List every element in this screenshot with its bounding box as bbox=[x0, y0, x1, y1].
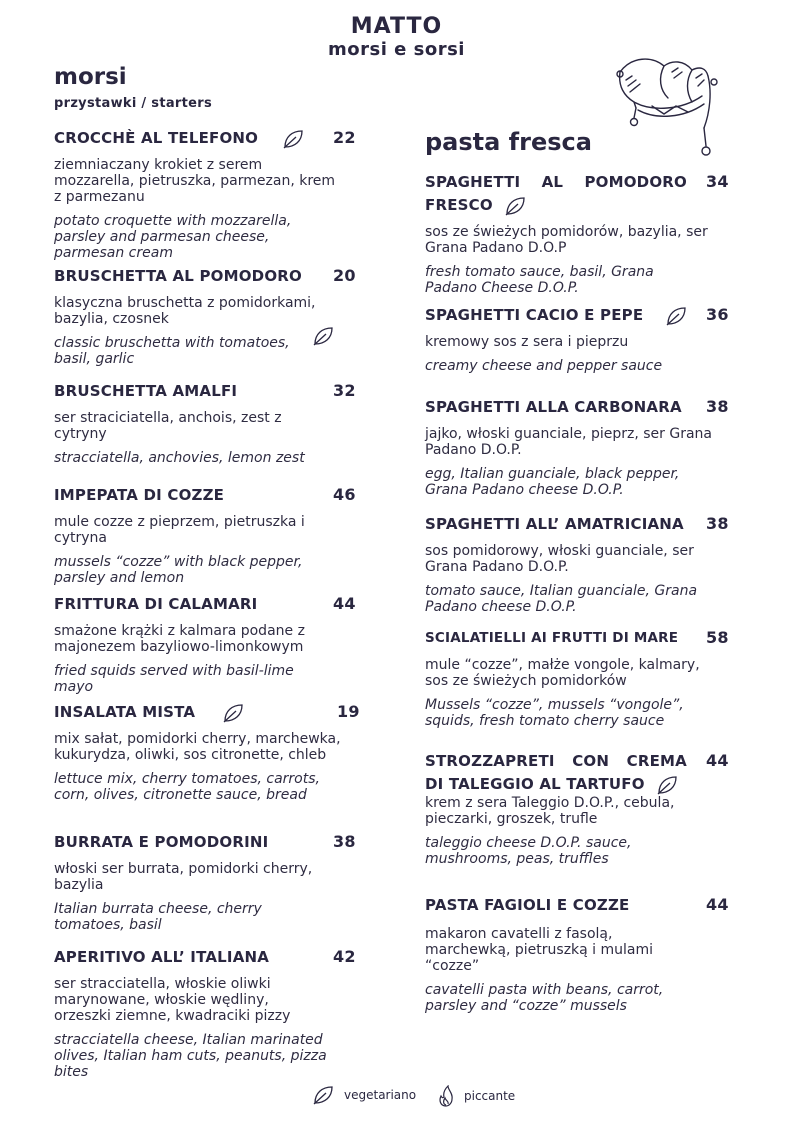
leaf-icon bbox=[312, 1085, 334, 1105]
item-description-en: fresh tomato sauce, basil, Grana Padano Cheese D.O.P. bbox=[425, 264, 654, 296]
item-price: 44 bbox=[333, 594, 356, 613]
legend-spicy bbox=[438, 1085, 515, 1107]
item-name-line-1: STROZZAPRETI CON CREMA bbox=[425, 752, 687, 770]
item-price: 46 bbox=[333, 485, 356, 504]
leaf-icon bbox=[222, 703, 244, 723]
menu-item-aperitivo-all-italiana bbox=[54, 946, 354, 1080]
item-name: INSALATA MISTA bbox=[54, 703, 196, 721]
item-description-en: taleggio cheese D.O.P. sauce, mushrooms, peas, truffles bbox=[425, 835, 632, 867]
menu-item-spaghetti-al-pomodoro bbox=[425, 171, 730, 296]
item-name-line-2: DI TALEGGIO AL TARTUFO bbox=[425, 775, 645, 793]
item-description-en: stracciatella, anchovies, lemon zest bbox=[54, 450, 305, 466]
item-price: 58 bbox=[706, 628, 729, 647]
menu-item-insalata-mista bbox=[54, 701, 360, 803]
item-price: 34 bbox=[706, 172, 729, 191]
item-description-en: egg, Italian guanciale, black pepper, Grana Padano cheese D.O.P. bbox=[425, 466, 680, 498]
item-description-pl: klasyczna bruschetta z pomidorkami, bazylia, czosnek bbox=[54, 295, 316, 327]
jester-hat-illustration bbox=[612, 52, 722, 166]
section-title-pasta-fresca: pasta fresca bbox=[425, 128, 592, 156]
item-description-pl: sos ze świeżych pomidorów, bazylia, ser Grana Padano D.O.P bbox=[425, 224, 708, 256]
leaf-icon bbox=[504, 196, 526, 216]
menu-item-bruschetta-pomodoro bbox=[54, 265, 354, 367]
item-name-line-2: FRESCO bbox=[425, 196, 493, 214]
item-price: 22 bbox=[333, 128, 356, 147]
item-description-en: stracciatella cheese, Italian marinated olives, Italian ham cuts, peanuts, pizza bites bbox=[54, 1032, 327, 1080]
menu-item-scialatielli-ai-frutti-di-mare bbox=[425, 627, 730, 729]
item-price: 20 bbox=[333, 266, 356, 285]
legend-vegetarian-label: vegetariano bbox=[344, 1088, 417, 1102]
restaurant-name: MATTO bbox=[350, 14, 443, 39]
item-price: 38 bbox=[706, 514, 729, 533]
item-description-pl: ziemniaczany krokiet z serem mozzarella, pietruszka, parmezan, krem z parmezanu bbox=[54, 157, 336, 205]
item-name: PASTA FAGIOLI E COZZE bbox=[425, 896, 630, 914]
item-description-pl: mule cozze z pieprzem, pietruszka i cytryna bbox=[54, 514, 305, 546]
item-price: 38 bbox=[706, 397, 729, 416]
item-name-line-1: SPAGHETTI AL POMODORO bbox=[425, 173, 687, 191]
menu-item-spaghetti-cacio-e-pepe bbox=[425, 304, 730, 374]
item-description-pl: makaron cavatelli z fasolą, marchewką, pietruszką i mulami “cozze” bbox=[425, 926, 654, 974]
item-name: SCIALATIELLI AI FRUTTI DI MARE bbox=[425, 630, 679, 646]
legend-vegetarian bbox=[312, 1085, 416, 1105]
item-name: CROCCHÈ AL TELEFONO bbox=[54, 129, 259, 147]
item-description-pl: sos pomidorowy, włoski guanciale, ser Grana Padano D.O.P. bbox=[425, 543, 694, 575]
menu-item-spaghetti-all-amatriciana bbox=[425, 513, 730, 615]
item-description-pl: ser straciciatella, anchois, zest z cytryny bbox=[54, 410, 282, 442]
item-price: 38 bbox=[333, 832, 356, 851]
item-description-en: creamy cheese and pepper sauce bbox=[425, 358, 663, 374]
item-description-pl: smażone krążki z kalmara podane z majonezem bazyliowo-limonkowym bbox=[54, 623, 305, 655]
item-price: 32 bbox=[333, 381, 356, 400]
item-description-en: classic bruschetta with tomatoes, basil, garlic bbox=[54, 335, 290, 367]
item-description-pl: krem z sera Taleggio D.O.P., cebula, pieczarki, groszek, trufle bbox=[425, 795, 675, 827]
item-name: SPAGHETTI CACIO E PEPE bbox=[425, 306, 644, 324]
menu-item-spaghetti-alla-carbonara bbox=[425, 396, 730, 498]
item-name: BRUSCHETTA AMALFI bbox=[54, 382, 238, 400]
item-description-en: tomato sauce, Italian guanciale, Grana Padano cheese D.O.P. bbox=[425, 583, 698, 615]
item-description-pl: mix sałat, pomidorki cherry, marchewka, kukurydza, oliwki, sos citronette, chleb bbox=[54, 731, 341, 763]
item-name: BURRATA E POMODORINI bbox=[54, 833, 269, 851]
menu-item-frittura-di-calamari bbox=[54, 593, 354, 695]
item-price: 19 bbox=[337, 702, 360, 721]
item-name: FRITTURA DI CALAMARI bbox=[54, 595, 258, 613]
item-price: 36 bbox=[706, 305, 729, 324]
menu-item-bruschetta-amalfi bbox=[54, 380, 354, 466]
leaf-icon bbox=[282, 129, 304, 149]
flame-icon bbox=[438, 1085, 454, 1107]
leaf-icon bbox=[312, 326, 334, 346]
item-description-en: cavatelli pasta with beans, carrot, parsley and “cozze” mussels bbox=[425, 982, 664, 1014]
leaf-icon bbox=[656, 775, 678, 795]
item-description-en: lettuce mix, cherry tomatoes, carrots, corn, olives, citronette sauce, bread bbox=[54, 771, 320, 803]
item-description-pl: ser stracciatella, włoskie oliwki marynowane, włoskie wędliny, orzeszki ziemne, kwadraciki pizzy bbox=[54, 976, 291, 1024]
item-description-pl: jajko, włoski guanciale, pieprz, ser Grana Padano D.O.P. bbox=[425, 426, 712, 458]
menu-item-pasta-fagioli-e-cozze bbox=[425, 894, 730, 1014]
item-price: 44 bbox=[706, 751, 729, 770]
section-title-morsi: morsi bbox=[54, 64, 127, 90]
item-price: 42 bbox=[333, 947, 356, 966]
menu-item-crocche bbox=[54, 127, 354, 261]
item-description-en: Mussels “cozze”, mussels “vongole”, squids, fresh tomato cherry sauce bbox=[425, 697, 684, 729]
legend-spicy-label: piccante bbox=[464, 1089, 516, 1103]
item-description-pl: kremowy sos z sera i pieprzu bbox=[425, 334, 629, 350]
item-description-pl: włoski ser burrata, pomidorki cherry, bazylia bbox=[54, 861, 313, 893]
item-description-en: fried squids served with basil-lime mayo bbox=[54, 663, 294, 695]
item-name: IMPEPATA DI COZZE bbox=[54, 486, 225, 504]
restaurant-tagline: morsi e sorsi bbox=[328, 39, 465, 60]
item-name: BRUSCHETTA AL POMODORO bbox=[54, 267, 302, 285]
menu-item-burrata-e-pomodorini bbox=[54, 831, 354, 933]
section-subtitle-starters: przystawki / starters bbox=[54, 96, 213, 111]
item-description-en: Italian burrata cheese, cherry tomatoes, basil bbox=[54, 901, 262, 933]
menu-item-impepata-di-cozze bbox=[54, 484, 354, 586]
item-name: SPAGHETTI ALL’ AMATRICIANA bbox=[425, 515, 684, 533]
item-name: APERITIVO ALL’ ITALIANA bbox=[54, 948, 270, 966]
item-name: SPAGHETTI ALLA CARBONARA bbox=[425, 398, 682, 416]
leaf-icon bbox=[665, 306, 687, 326]
item-price: 44 bbox=[706, 895, 729, 914]
item-description-pl: mule “cozze”, małże vongole, kalmary, sos ze świeżych pomidorków bbox=[425, 657, 700, 689]
item-description-en: potato croquette with mozzarella, parsley and parmesan cheese, parmesan cream bbox=[54, 213, 292, 261]
menu-item-strozzapreti-con-crema bbox=[425, 750, 730, 867]
item-description-en: mussels “cozze” with black pepper, parsley and lemon bbox=[54, 554, 303, 586]
